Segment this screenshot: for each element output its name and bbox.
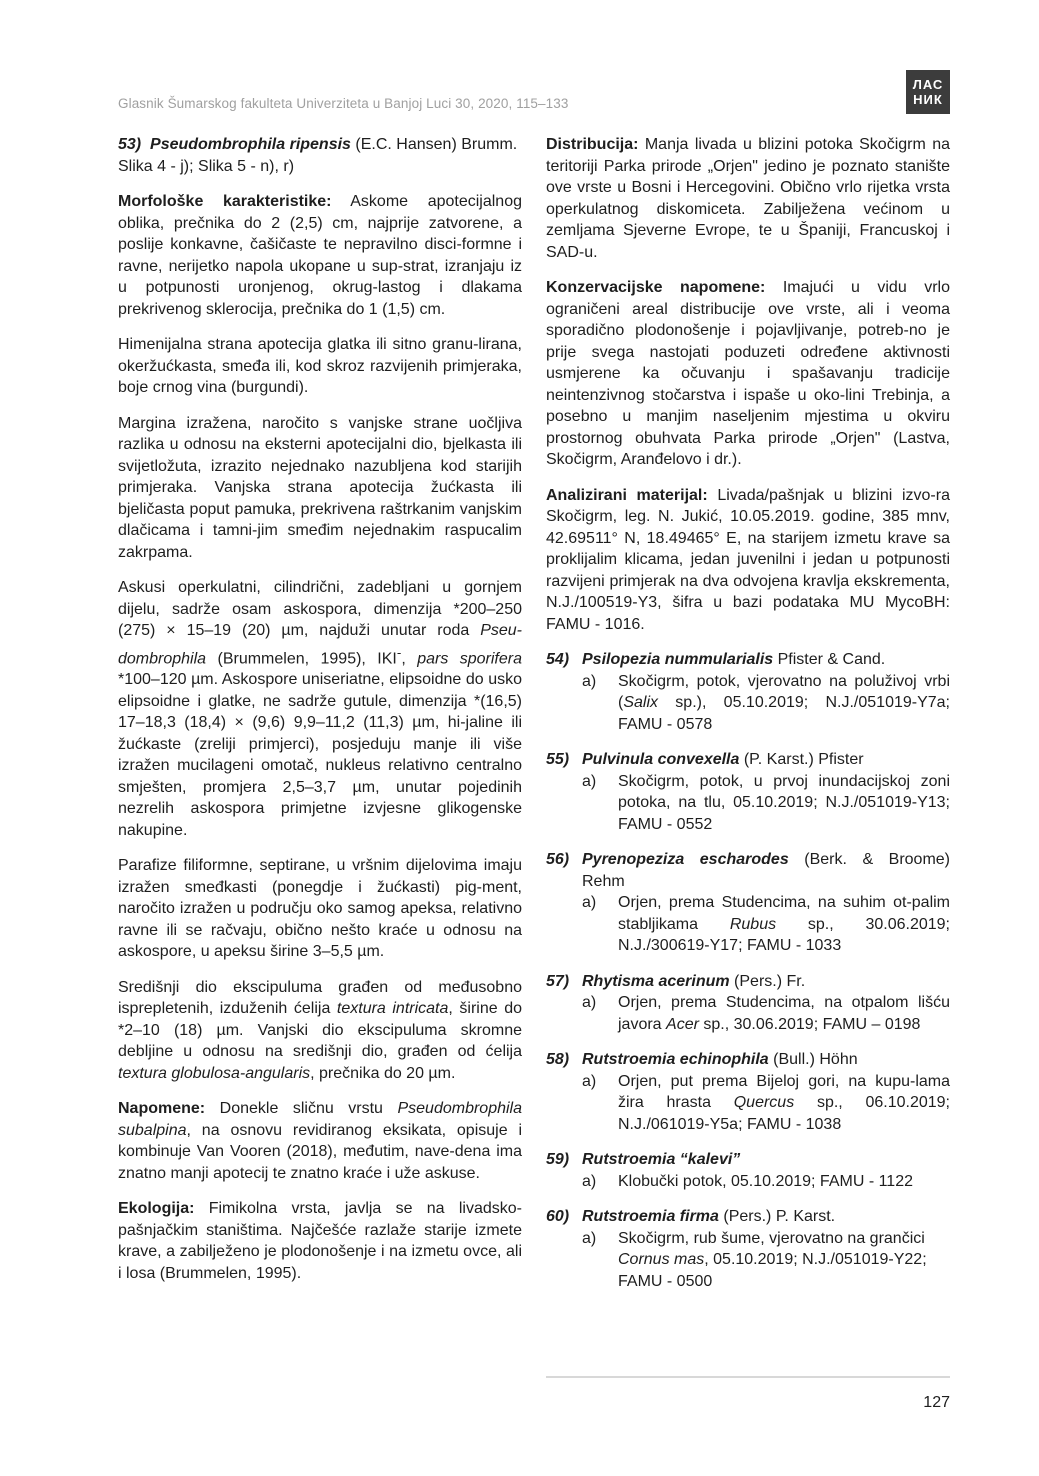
species-entry [546, 971, 950, 1036]
paragraph-himenij: Himenijalna strana apotecija glatka ili sitno granu-lirana, okeržućkasta, smeđa ili, kod skroz razvijenih primjeraka, boje crnog vina (burgundi). [118, 336, 522, 396]
right-column [546, 134, 950, 1306]
species-author: (Berk. & Broome) Rehm [582, 851, 951, 890]
species-number: 58) [546, 1051, 570, 1068]
left-column [118, 134, 522, 1298]
label-ekologija: Ekologija: [118, 1200, 195, 1218]
label-konzervacija: Konzervacijske napomene: [546, 279, 766, 296]
species-title [546, 649, 950, 671]
species-number: 59) [546, 1151, 570, 1168]
species-author: (Pers.) P. Karst. [718, 1208, 836, 1225]
species-name: Rutstroemia echinophila [582, 1051, 769, 1068]
species-number: 60) [546, 1208, 570, 1225]
label-napomene: Napomene: [118, 1100, 206, 1118]
species-name: Psilopezia nummularialis [582, 651, 774, 668]
species-number: 56) [546, 851, 570, 868]
species-title [546, 1049, 950, 1071]
paragraph-parafize: Parafize filiformne, septirane, u vršnim dijelovima imaju izražen smeđkasti (ponegdje i žućkasti) pig-ment, naročito izražen u području oko samog apeksa, relativno ravne ili se račvaju, obično nešto kraće u odnosu na askospore, u apeksu širine 3–5,5 µm. [118, 857, 522, 961]
species-53-number: 53) [118, 136, 142, 153]
species-author: (Pers.) Fr. [729, 972, 806, 990]
species-53-heading [118, 134, 522, 177]
specimen-item: a) Skočigrm, potok, u prvoj inundacijskoj zoni potoka, na tlu, 05.10.2019; N.J./051019-Y13; FAMU - 0552 [582, 772, 950, 833]
paragraph-ekscipulum: Središnji dio ekscipuluma građen od međusobno isprepletenih, izduženih ćelija textura intricata, širine do *2–10 (18) µm. Vanjski dio ekscipuluma skromne debljine u odnosu na središnji dio, građen od ćelija textura globulosa-angularis, prečnika do 20 µm. [118, 978, 522, 1082]
species-name: Rhytisma acerinum [582, 972, 730, 990]
paragraph-askusi: Askusi operkulatni, cilindrični, zadebljani u gornjem dijelu, sadrže osam askospora, dimenzija *200–250 (275) × 15–19 (20) µm, najduži unutar roda Pseu-dombrophila (Brummelen, 1995), IKI-, pars sporifera *100–120 µm. Askospore uniseriatne, elipsoidne do usko elipsoidne i glatke, ne sadrže gutule, dimenzija *(16,5) 17–18,3 (18,4) × (9,6) 9,9–11,2 (11,3) µm, hi-jaline ili žućkaste (zreliji primjerci), posjeduju manje ili više izražen mucilageni omotač, nukleus relativno centralno smješten, promjera 2,5–3,7 µm, unutar pojedinih nezrelih askospora primjetne izvjesne glikogenske nakupine. [118, 579, 522, 839]
journal-header: Glasnik Šumarskog fakulteta Univerziteta u Banjoj Luci 30, 2020, 115–133 [118, 96, 569, 111]
specimen-item: a) Orjen, put prema Bijeloj gori, na kupu-lama žira hrasta Quercus sp., 06.10.2019; N.J./061019-Y5a; FAMU - 1038 [582, 1072, 950, 1133]
species-name: Rutstroemia firma [582, 1208, 719, 1225]
species-entry [546, 1149, 950, 1192]
species-name: Pyrenopeziza escharodes [582, 851, 789, 868]
label-distribucija: Distribucija: [546, 136, 639, 153]
specimen-item: a) Skočigrm, rub šume, vjerovatno na grančici Cornus mas, 05.10.2019; N.J./051019-Y22; FAMU - 0500 [582, 1229, 927, 1290]
paragraph-margina: Margina izražena, naročito s vanjske strane uočljiva razlika u odnosu na eksterni apotecijalni dio, bjelkasta ili svijetložuta, izrazito nejednako nazubljena kod starijih primjeraka. Vanjska strana apotecija žućkasta ili bjeličasta poput pamuka, prekrivena raštrkanim vanjskim dlačicama i tamni-jim smeđim nejednakim raspucalim zakrpama. [118, 414, 522, 561]
specimen-item: a) Orjen, prema Studencima, na suhim ot-palim stabljikama Rubus sp., 30.06.2019; N.J./300619-Y17; FAMU - 1033 [582, 894, 951, 954]
species-entry [546, 1049, 950, 1135]
species-author: (Bull.) Höhn [768, 1051, 858, 1068]
logo-line-1: ЛАС [912, 77, 944, 92]
journal-logo [906, 70, 950, 114]
specimen-item: a) Skočigrm, potok, vjerovatno na poluživoj vrbi (Salix sp.), 05.10.2019; N.J./051019-Y7a; FAMU - 0578 [582, 672, 950, 733]
species-author: (P. Karst.) Pfister [739, 751, 864, 768]
species-number: 57) [546, 972, 570, 990]
species-number: 55) [546, 751, 570, 768]
label-morfologija: Morfološke karakteristike: [118, 193, 332, 210]
species-title [546, 849, 950, 892]
species-title [546, 971, 950, 993]
species-name: Rutstroemia “kalevi” [582, 1151, 741, 1168]
species-53-author: (E.C. Hansen) Brumm. [350, 136, 518, 153]
species-title [546, 749, 950, 771]
species-53-name: Pseudombrophila ripensis [150, 136, 351, 153]
page-number: 127 [923, 1394, 950, 1411]
species-entry [546, 849, 950, 957]
specimen-item: a) Orjen, prema Studencima, na otpalom lišću javora Acer sp., 30.06.2019; FAMU – 0198 [582, 994, 950, 1033]
species-title [546, 1206, 950, 1228]
footer-divider [546, 1376, 950, 1378]
species-number: 54) [546, 651, 570, 668]
paragraph-napomene: Napomene: Donekle sličnu vrstu Pseudombrophila subalpina, na osnovu revidiranog eksikata, opisuje i kombinuje Van Vooren (2018), međutim, nave-dena ima znatno manji apotecij te znatno kraće i uže askuse. [118, 1100, 522, 1182]
species-author: Pfister & Cand. [773, 651, 886, 668]
species-entry [546, 1206, 950, 1292]
paragraph-konzervacija: Konzervacijske napomene: Imajući u vidu vrlo ograničeni areal distribucije ove vrste, ali i veoma sporadično plodonošenje i pojavljivanje, potreb-no je prije svega nastojati poduzeti određene aktivnosti usmjerene ka očuvanju i spašavanju tradicije neintenzivnog stočarstva i ispaše u oko-lini Trebinja, a posebno u manjim naseljenim mjestima u okviru prostornog obuhvata Parka prirode „Orjen" (Lastva, Skočigrm, Aranđelovo i dr.). [546, 279, 950, 468]
specimen-item: a) Klobučki potok, 05.10.2019; FAMU - 1122 [582, 1172, 913, 1190]
label-analizirani-materijal: Analizirani materijal: [546, 486, 708, 504]
species-name: Pulvinula convexella [582, 751, 740, 768]
paragraph-morfologija: Morfološke karakteristike: Askome apotecijalnog oblika, prečnika do 2 (2,5) cm, najprije zatvorene, a poslije konkavne, čašičaste te nepravilno disci-formne i ravne, nerijetko napola ukopane u sup-strat, izranjaju iz u potpunosti uronjenog, okrug-lastog i dlakama prekrivenog sklerocija, prečnika do 1 (1,5) cm. [118, 193, 522, 318]
paragraph-distribucija: Distribucija: Manja livada u blizini potoka Skočigrm na teritoriji Parka prirode „Orjen" jedino je poznato stanište ove vrste u Bosni i Hercegovini. Obično vrlo rijetka vrsta operkulatnog diskomiceta. Zabilježena većinom u zemljama Sjeverne Evrope, te u Španiji, Francuskoj i SAD-u. [546, 136, 950, 261]
species-entry [546, 649, 950, 735]
species-53-figures: Slika 4 - j); Slika 5 - n), r) [118, 157, 295, 175]
logo-line-2: НИК [913, 92, 943, 107]
species-entry [546, 749, 950, 835]
paragraph-ekologija: Ekologija: Fimikolna vrsta, javlja se na livadsko-pašnjačkim staništima. Najčešće razlaže starije izmete krave, a zabilježeno je plodonošenje i na izmetu ovce, ali i losa (Brummelen, 1995). [118, 1200, 522, 1282]
paragraph-analizirani-materijal: Analizirani materijal: Livada/pašnjak u blizini izvo-ra Skočigrm, leg. N. Jukić, 10.05.2019. godine, 385 mnv, 42.69511° N, 18.49465° E, na starijem izmetu krave sa proklijalim klicama, jedan juvenilni i jedan u potpunosti razvijeni primjerak na dva odvojena kravlja ekskrementa, N.J./100519-Y3, šifra u bazi podataka MU MycoBH: FAMU - 1016. [546, 486, 950, 633]
species-title [546, 1149, 950, 1171]
